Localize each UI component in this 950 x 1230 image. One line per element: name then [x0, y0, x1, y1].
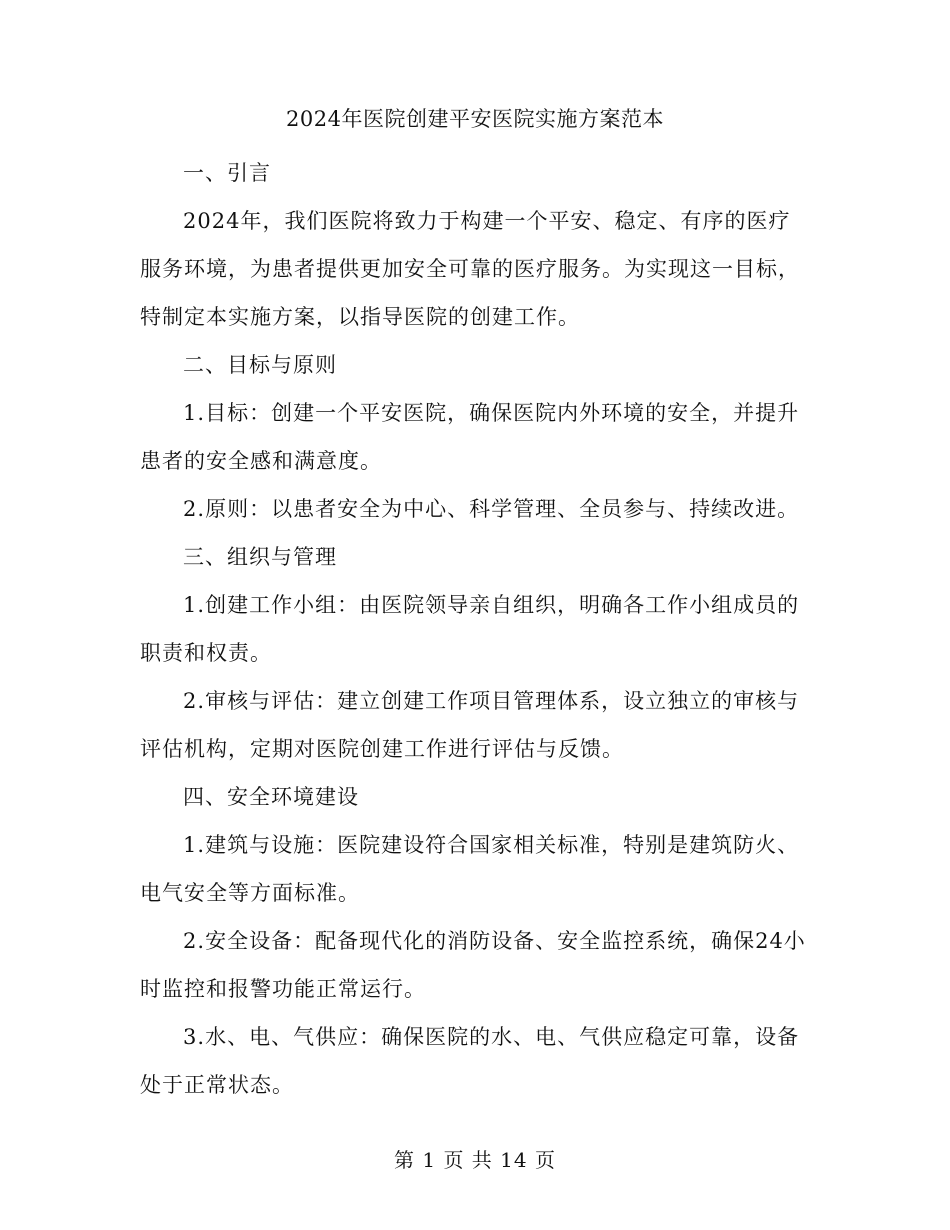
- page-number: 第 1 页 共 14 页: [394, 1148, 556, 1172]
- paragraph-principle: 2.原则：以患者安全为中心、科学管理、全员参与、持续改进。: [183, 497, 800, 521]
- paragraph-equipment: 2.安全设备：配备现代化的消防设备、安全监控系统，确保24小时监控和报警功能正常运行。: [140, 929, 806, 1001]
- document-body: [140, 149, 812, 1109]
- paragraph-buildings: 1.建筑与设施：医院建设符合国家相关标准，特别是建筑防火、电气安全等方面标准。: [140, 833, 800, 905]
- paragraph-utilities: 3.水、电、气供应：确保医院的水、电、气供应稳定可靠，设备处于正常状态。: [140, 1025, 800, 1097]
- paragraph-review: 2.审核与评估：建立创建工作项目管理体系，设立独立的审核与评估机构，定期对医院创建工作进行评估与反馈。: [140, 689, 800, 761]
- document-title: 2024年医院创建平安医院实施方案范本: [286, 107, 664, 131]
- section-heading-goals: 二、目标与原则: [183, 353, 338, 377]
- section-heading-intro: 一、引言: [183, 161, 272, 185]
- section-heading-organization: 三、组织与管理: [183, 545, 338, 569]
- paragraph-intro: 2024年，我们医院将致力于构建一个平安、稳定、有序的医疗服务环境，为患者提供更加安全可靠的医疗服务。为实现这一目标，特制定本实施方案，以指导医院的创建工作。: [140, 209, 800, 329]
- page-footer: [0, 1146, 950, 1174]
- paragraph-goal: 1.目标：创建一个平安医院，确保医院内外环境的安全，并提升患者的安全感和满意度。: [140, 401, 800, 473]
- section-heading-safety: 四、安全环境建设: [183, 785, 360, 809]
- paragraph-working-group: 1.创建工作小组：由医院领导亲自组织，明确各工作小组成员的职责和权责。: [140, 593, 800, 665]
